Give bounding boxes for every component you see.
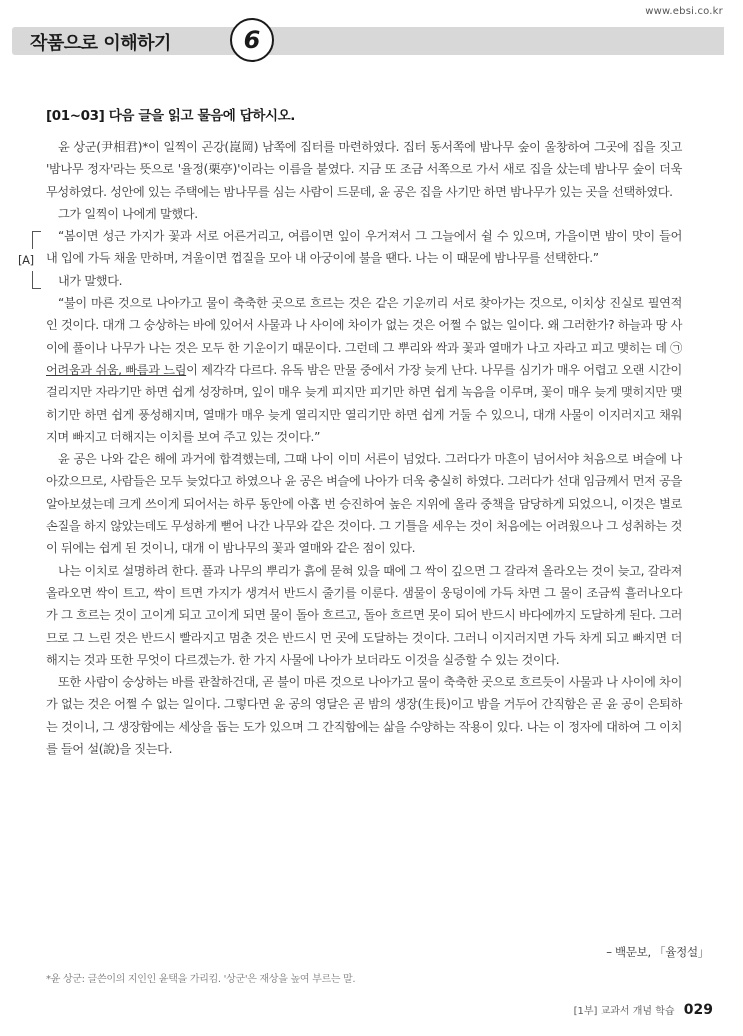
passage bbox=[18, 136, 682, 760]
site-url: www.ebsi.co.kr bbox=[645, 6, 723, 17]
question-range: [01~03] bbox=[46, 108, 105, 124]
underlined-phrase: 어려움과 쉬움, 빠름과 느림 bbox=[46, 362, 187, 377]
reply-paragraph bbox=[46, 292, 682, 448]
section-number-badge bbox=[230, 18, 274, 62]
page-number: 029 bbox=[683, 1002, 713, 1018]
footnote: *윤 상군: 글쓴이의 지인인 윤택을 가리킴. '상군'은 재상을 높여 부르는 말. bbox=[46, 974, 356, 985]
marker-circle: ㉠ bbox=[670, 340, 682, 355]
paragraph: 또한 사람이 숭상하는 바를 관찰하건대, 곧 불이 마른 것으로 나아가고 물이 축축한 곳으로 흐르듯이 사물과 나 사이에 차이가 없는 것은 어쩔 수 없는 일이다. 그렇다면 윤 공의 영달은 곧 밤의 생장(生長)이고 밤을 거두어 간직함은 곧 윤 공이 은퇴하는 것이니, 그 생장함에는 세상을 돕는 도가 있으며 그 간직함에는 삶을 수양하는 작용이 있다. 나는 이 정자에 대하여 그 이치를 들어 설(說)을 짓는다. bbox=[46, 675, 682, 757]
paragraph: 내가 말했다. bbox=[58, 273, 123, 288]
quote-label: [A] bbox=[18, 249, 34, 271]
section-number: 6 bbox=[243, 26, 261, 54]
section-title: 작품으로 이해하기 bbox=[30, 33, 171, 54]
footer-label: [1부] 교과서 개념 학습 bbox=[573, 1006, 675, 1017]
page-footer bbox=[574, 1002, 713, 1018]
paragraph: 그가 일찍이 나에게 말했다. bbox=[58, 206, 198, 221]
source-citation: – 백문보, 「율정설」 bbox=[606, 945, 709, 959]
paragraph: 나는 이치로 설명하려 한다. 풀과 나무의 뿌리가 흙에 묻혀 있을 때에 그 싹이 깊으면 그 갈라져 올라오는 것이 늦고, 갈라져 올라오면 싹이 트고, 싹이 트면 가지가 생겨서 반드시 줄기를 이룬다. 샘물이 웅덩이에 가득 차면 그 물이 조금씩 흘러나오다가 그 흐르는 것이 고이게 되고 고이게 되면 물이 돌아 흐르고, 돌아 흐르면 못이 되어 반드시 바다에까지 도달하게 된다. 그러므로 그 느린 것은 반드시 빨라지고 멈춘 것은 반드시 먼 곳에 도달하는 것이다. 그러니 이지러지면 가득 차게 되고 빠지면 더해지는 것과 또한 무엇이 다르겠는가. 한 가지 사물에 나아가 보더라도 이것을 실증할 수 있는 것이다. bbox=[46, 563, 682, 667]
section-header bbox=[12, 18, 724, 64]
quote-a-text: “봄이면 성근 가지가 꽃과 서로 어른거리고, 여름이면 잎이 우거져서 그 그늘에서 쉴 수 있으며, 가을이면 밤이 맛이 들어 내 입에 가득 채울 만하며, 겨울이면 껍질을 모아 내 아궁이에 불을 땐다. 나는 이 때문에 밤나무를 선택한다.” bbox=[46, 229, 682, 266]
question-instruction bbox=[46, 104, 295, 124]
reply-part: “불이 마른 것으로 나아가고 물이 축축한 곳으로 흐르는 것은 같은 기운끼리 서로 찾아가는 것으로, 이치상 진실로 필연적인 것이다. 대개 그 숭상하는 바에 있어서 사물과 나 사이에 차이가 없는 것은 어쩔 수 없는 일이다. 왜 그러한가? 하늘과 땅 사이에 풀이나 나무가 나는 것은 모두 한 기운이기 때문이다. 그런데 그 뿌리와 싹과 꽃과 열매가 나고 자라고 피고 맺히는 데 bbox=[46, 296, 682, 355]
quote-a-block bbox=[18, 225, 682, 270]
paragraph: 윤 공은 나와 같은 해에 과거에 합격했는데, 그때 나이 이미 서른이 넘었다. 그러다가 마흔이 넘어서야 처음으로 벼슬에 나아갔으므로, 사람들은 모두 늦었다고 하였으나 윤 공은 벼슬에 나아가 더욱 충실히 하였다. 그러다가 선대 임금께서 먼저 공을 알아보셨는데 크게 쓰이게 되어서는 하루 동안에 아홉 번 승진하여 높은 지위에 올라 중책을 담당하게 되었으니, 이것은 별로 손질을 하지 않았는데도 무성하게 뻗어 나간 나무와 같은 것이다. 그 기틀을 세우는 것이 처음에는 어려웠으나 그 성취하는 것이 뒤에는 쉽게 된 것이니, 대개 이 밤나무의 꽃과 열매와 같은 점이 있다. bbox=[46, 452, 682, 556]
paragraph: 윤 상군(尹相君)*이 일찍이 곤강(崑岡) 남쪽에 집터를 마련하였다. 집터 동서쪽에 밤나무 숲이 울창하여 그곳에 집을 짓고 '밤나무 정자'라는 뜻으로 '율정(栗亭)'이라는 이름을 붙였다. 지금 또 조금 서쪽으로 가서 새로 집을 샀는데 밤나무 숲이 더욱 무성하였다. 성안에 있는 주택에는 밤나무를 심는 사람이 드문데, 윤 공은 집을 사기만 하면 밤나무가 있는 곳을 선택하였다. bbox=[46, 140, 682, 199]
question-text: 다음 글을 읽고 물음에 답하시오. bbox=[108, 108, 296, 124]
reply-part: 이 제각각 다르다. 유독 밤은 만물 중에서 가장 늦게 난다. 나무를 심기가 매우 어렵고 오랜 시간이 걸리지만 자라기만 하면 쉽게 성장하며, 잎이 매우 늦게 피지만 피기만 하면 쉽게 녹음을 이루며, 꽃이 매우 늦게 맺히지만 맺히기만 하면 쉽게 풍성해지며, 열매가 매우 늦게 열리지만 열리기만 하면 쉽게 거둘 수 있으니, 대개 사물이 이지러지고 채워지며 빠지고 더해지는 이치를 보여 주고 있는 것이다.” bbox=[46, 362, 682, 444]
